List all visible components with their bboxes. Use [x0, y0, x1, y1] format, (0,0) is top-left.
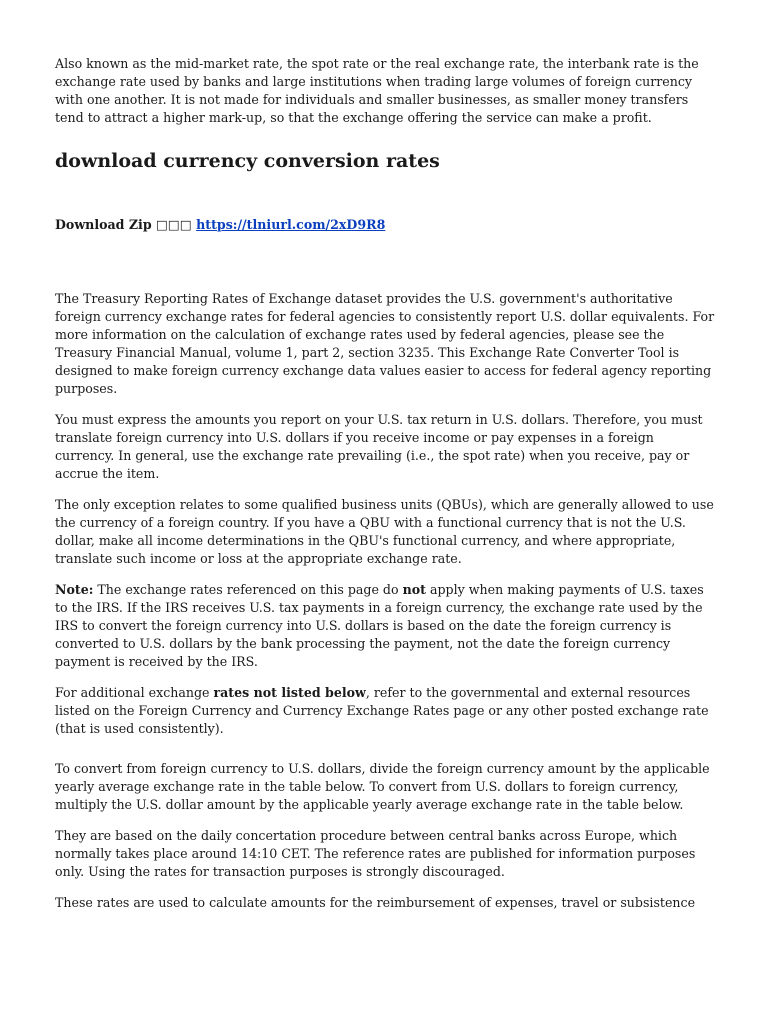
note-emphasis: not: [402, 582, 426, 597]
spacer: [55, 234, 715, 290]
download-label: Download Zip: [55, 217, 152, 232]
additional-emphasis: rates not listed below: [213, 685, 366, 700]
page-heading: download currency conversion rates: [55, 150, 440, 172]
paragraph-qbu: The only exception relates to some qualified business units (QBUs), which are generally allowed to use the currency of a foreign country. If you have a QBU with a functional currency that is not the U.S. dollar, make all income determinations in the QBU's functional currency, and where appropriate, translate such income or loss at the appropriate exchange rate.: [55, 497, 714, 566]
paragraph-concertation: They are based on the daily concertation procedure between central banks across Europe, which normally takes place around 14:10 CET. The reference rates are published for information purposes only. Using the rates for transaction purposes is strongly discouraged.: [55, 828, 696, 879]
additional-text-b: , refer to the governmental and external resources listed on the Foreign Currency and Currency Exchange Rates page or any other posted exchange rate (that is used consistently).: [55, 685, 709, 736]
paragraph-convert: To convert from foreign currency to U.S. dollars, divide the foreign currency amount by the applicable yearly average exchange rate in the table below. To convert from U.S. dollars to foreign currency, multiply the U.S. dollar amount by the applicable yearly average exchange rate in the table below.: [55, 761, 710, 812]
note-label: Note:: [55, 582, 94, 597]
download-link[interactable]: https://tlniurl.com/2xD9R8: [196, 217, 386, 232]
paragraph-additional: [55, 684, 715, 738]
note-text-a: The exchange rates referenced on this page do: [93, 582, 403, 597]
document-page: [55, 55, 715, 925]
download-line: [55, 216, 715, 234]
note-text-b: apply when making payments of U.S. taxes to the IRS. If the IRS receives U.S. tax payments in a foreign currency, the exchange rate used by the IRS to convert the foreign currency into U.S. dollars is based on the date the foreign currency is converted to U.S. dollars by the bank processing the payment, not the date the foreign currency payment is received by the IRS.: [55, 582, 704, 669]
paragraph-tax-return: You must express the amounts you report on your U.S. tax return in U.S. dollars. Therefore, you must translate foreign currency into U.S. dollars if you receive income or pay expenses in a foreign currency. In general, use the exchange rate prevailing (i.e., the spot rate) when you receive, pay or accrue the item.: [55, 412, 703, 481]
paragraph-treasury: The Treasury Reporting Rates of Exchange dataset provides the U.S. government's authoritative foreign currency exchange rates for federal agencies to consistently report U.S. dollar equivalents. For more information on the calculation of exchange rates used by federal agencies, please see the Treasury Financial Manual, volume 1, part 2, section 3235. This Exchange Rate Converter Tool is designed to make foreign currency exchange data values easier to access for federal agency reporting purposes.: [55, 291, 715, 396]
spacer: [55, 751, 715, 760]
paragraph-reimbursement: These rates are used to calculate amounts for the reimbursement of expenses, travel or subsistence: [55, 895, 696, 910]
download-glyphs: □□□: [156, 217, 192, 232]
intro-paragraph: Also known as the mid-market rate, the spot rate or the real exchange rate, the interbank rate is the exchange rate used by banks and large institutions when trading large volumes of foreign currency with one another. It is not made for individuals and smaller businesses, as smaller money transfers tend to attract a higher mark-up, so that the exchange offering the service can make a profit.: [55, 56, 699, 125]
additional-text-a: For additional exchange: [55, 685, 214, 700]
paragraph-note: [55, 581, 715, 671]
